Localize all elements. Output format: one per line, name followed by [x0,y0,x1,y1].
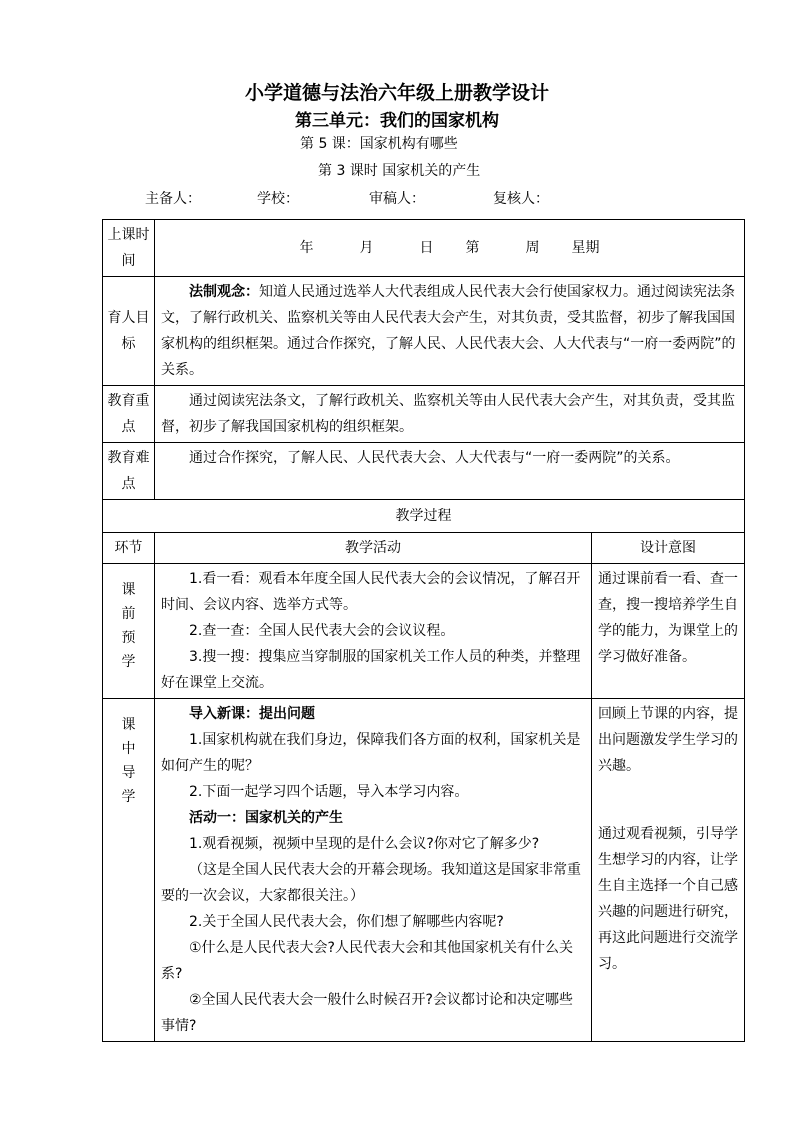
activity1-item: 2.关于全国人民代表大会，你们想了解哪些内容呢? [189,914,504,930]
class-time-fields [155,220,745,277]
document-title: 小学道德与法治六年级上册教学设计 [244,82,549,104]
goal-bold-lead: 法制观念： [189,284,259,300]
activity1-item: ①什么是人民代表大会?人民代表大会和其他国家机关有什么关系? [161,940,573,982]
lesson-plan-table [102,219,745,1042]
key-point-content [155,386,745,443]
difficulty-label: 教育难点 [103,443,155,500]
pre-class-row [103,564,745,699]
pre-class-item: 1.看一看：观看本年度全国人民代表大会的会议情况，了解召开时间、会议内容、选举方式等。 [161,571,581,613]
lesson-title: 第 5 课：国家机构有哪些 [300,136,458,152]
day-field: 日 [419,240,434,256]
pre-class-item: 3.搜一搜：搜集应当穿制服的国家机关工作人员的种类，并整理好在课堂上交流。 [161,649,581,691]
month-field: 月 [359,240,374,256]
activity1-item: 1.观看视频，视频中呈现的是什么会议?你对它了解多少? [189,836,540,852]
class-time-label: 上课时间 [103,220,155,277]
year-field: 年 [299,240,314,256]
preparer-line [145,188,549,208]
in-class-activities [155,699,592,1042]
intro-heading: 导入新课：提出问题 [189,706,315,722]
stage-char: 预 [121,630,136,646]
stage-char: 前 [121,606,136,622]
pre-class-activities [155,564,592,699]
pre-class-stage [103,564,155,699]
stage-char: 学 [121,789,136,805]
activity-header: 教学活动 [155,533,592,564]
column-header-row [103,533,745,564]
stage-char: 导 [121,765,136,781]
reviewer-label: 审稿人： [369,191,425,207]
stage-char: 课 [121,582,136,598]
difficulty-content [155,443,745,500]
process-title-row [103,500,745,533]
key-point-text: 通过阅读宪法条文，了解行政机关、监察机关等由人民代表大会产生，对其负责，受其监督，初步了解我国国家机构的组织框架。 [161,393,735,435]
difficulty-row [103,443,745,500]
goal-row [103,277,745,386]
goal-content [155,277,745,386]
stage-header: 环节 [103,533,155,564]
school-label: 学校： [257,191,299,207]
week-field: 周 [525,240,540,256]
ordinal-field: 第 [465,240,480,256]
main-preparer-label: 主备人： [145,191,201,207]
activity1-item: （这是全国人民代表大会的开幕会现场。我知道这是国家非常重要的一次会议，大家都很关注。） [161,862,581,904]
key-point-label: 教育重点 [103,386,155,443]
difficulty-text: 通过合作探究，了解人民、人民代表大会、人大代表与“一府一委两院”的关系。 [189,450,680,466]
checker-label: 复核人： [493,191,549,207]
activity1-item: ②全国人民代表大会一般什么时候召开?会议都讨论和决定哪些事情? [161,992,573,1034]
unit-title: 第三单元：我们的国家机构 [295,111,499,131]
intent-video: 通过观看视频，引导学生想学习的内容，让学生自主选择一个自己感兴趣的问题进行研究，再这此问题进行交流学习。 [598,826,738,972]
in-class-stage [103,699,155,1042]
intent-review: 回顾上节课的内容，提出问题激发学生学习的兴趣。 [598,706,738,774]
class-time-row [103,220,745,277]
activity1-heading: 活动一：国家机关的产生 [189,810,343,826]
stage-char: 中 [121,741,136,757]
period-title: 第 3 课时 国家机关的产生 [318,163,481,179]
in-class-row [103,699,745,1042]
stage-char: 课 [121,717,136,733]
intent-header: 设计意图 [592,533,745,564]
goal-label: 育人目标 [103,277,155,386]
goal-text: 知道人民通过选举人大代表组成人民代表大会行使国家权力。通过阅读宪法条文，了解行政机关、监察机关等由人民代表大会产生，对其负责，受其监督，初步了解我国国家机构的组织框架。通过合作探究，了解人民、人民代表大会、人大代表与“一府一委两院”的关系。 [161,284,736,378]
pre-class-item: 2.查一查：全国人民代表大会的会议议程。 [189,623,455,639]
stage-char: 学 [121,654,136,670]
key-point-row [103,386,745,443]
pre-class-intent: 通过课前看一看、查一查，搜一搜培养学生自学的能力，为课堂上的学习做好准备。 [592,564,745,699]
intro-item: 1.国家机构就在我们身边，保障我们各方面的权利，国家机关是如何产生的呢？ [161,732,581,774]
process-title: 教学过程 [103,500,745,533]
weekday-field: 星期 [571,240,600,256]
intro-item: 2.下面一起学习四个话题，导入本学习内容。 [189,784,469,800]
in-class-intent [592,699,745,1042]
